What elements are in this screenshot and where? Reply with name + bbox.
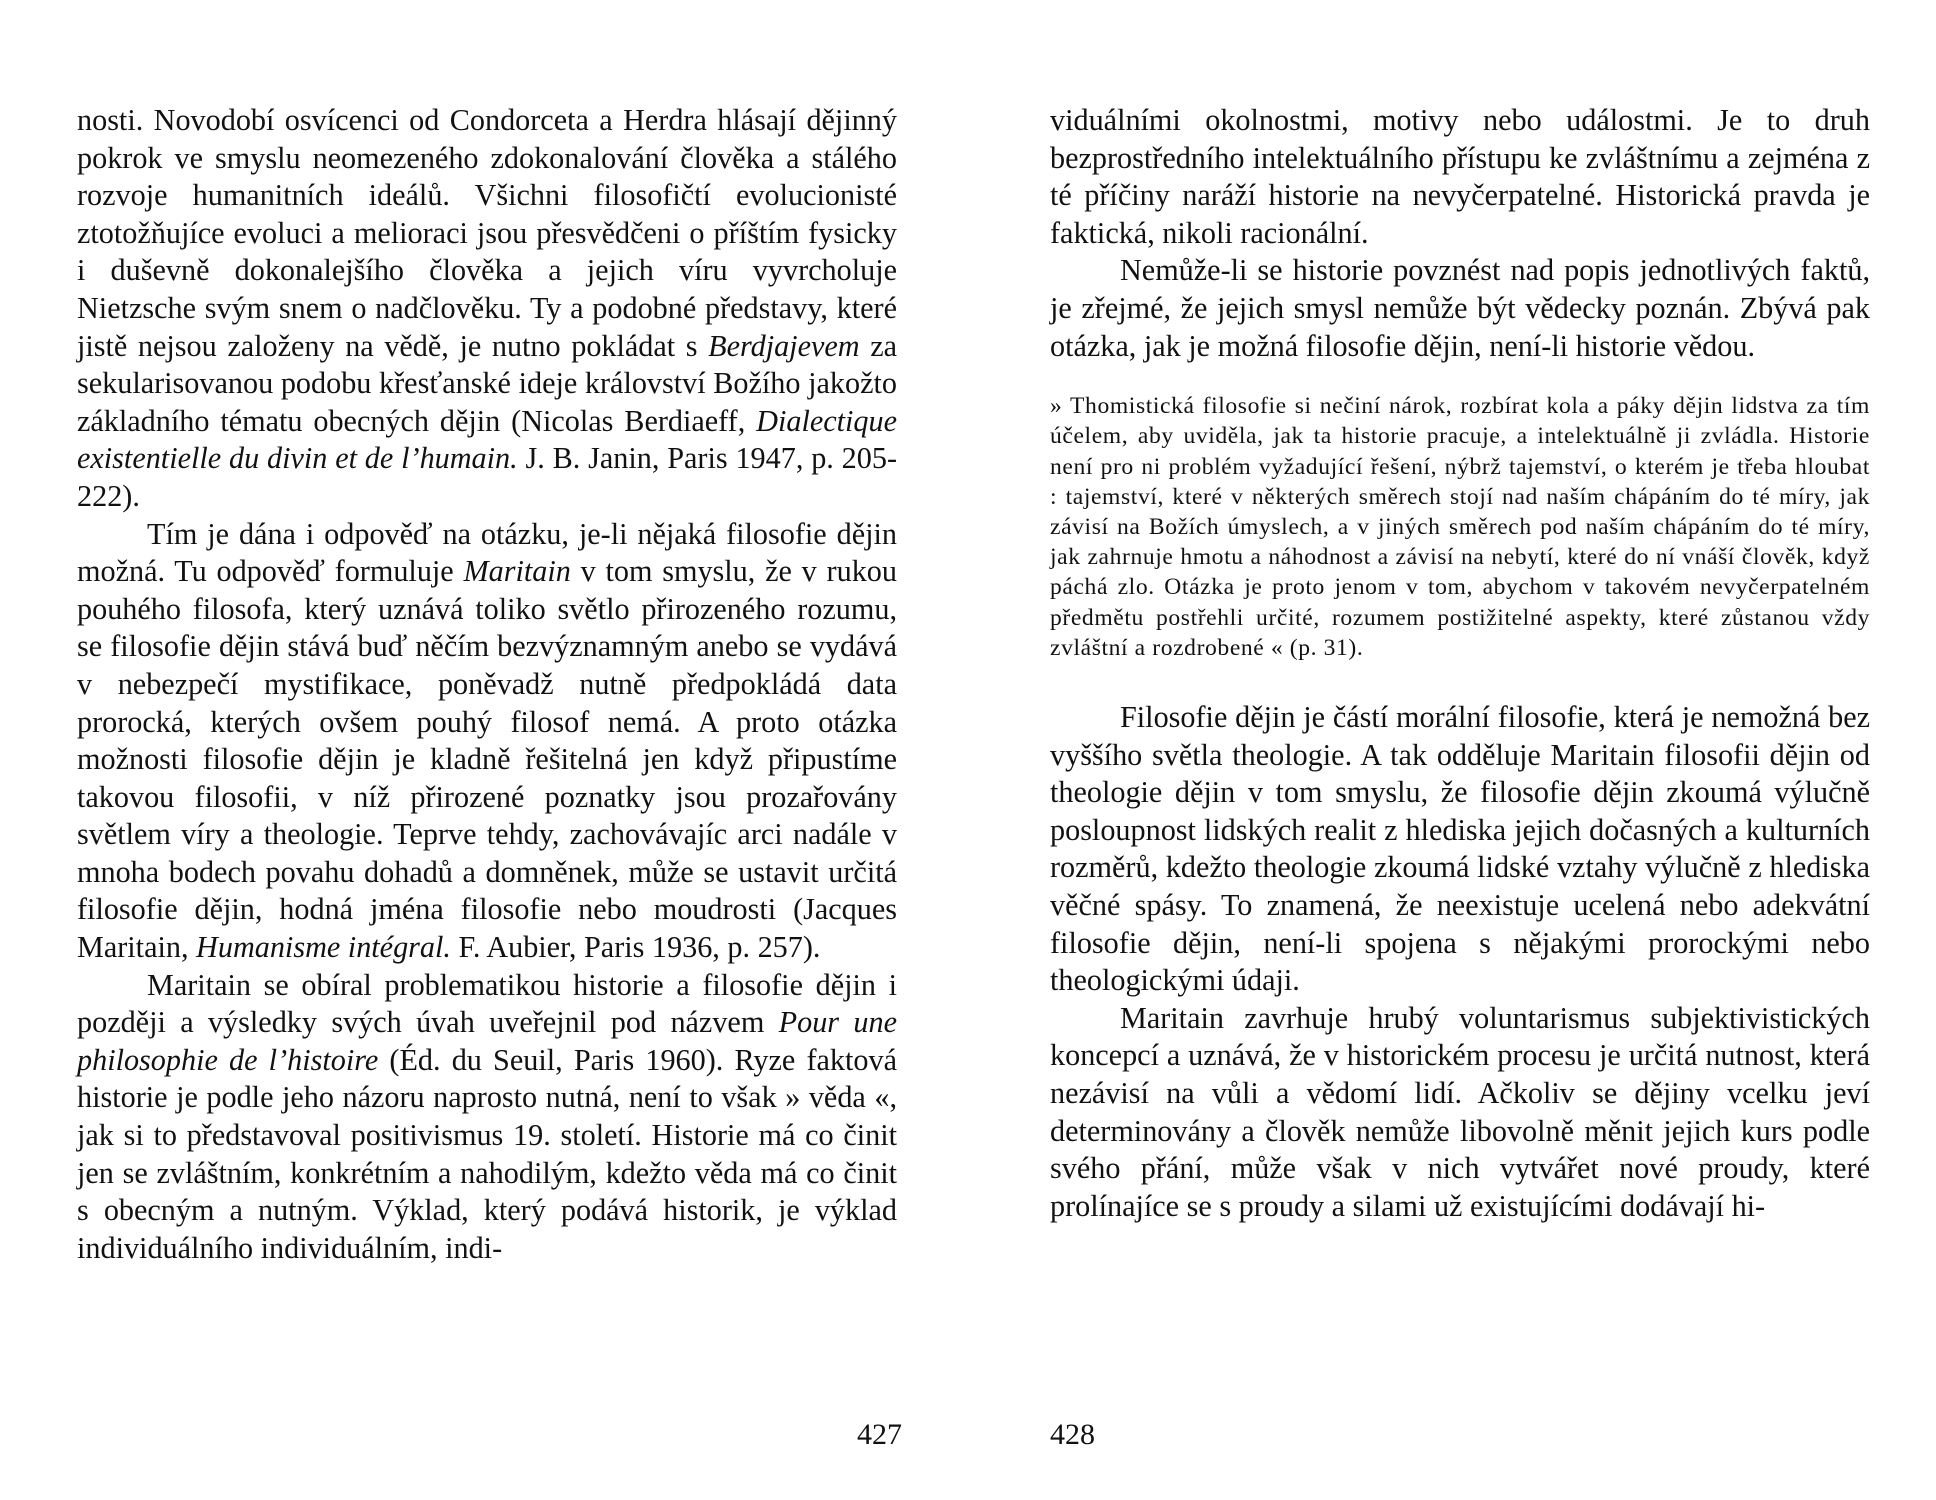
right-paragraph-4: Maritain zavrhuje hrubý voluntarismus subjektivistických koncepcí a uznává, že v historickém procesu je určitá nutnost, která nezávisí na vůli a vědomí lidí. Ačkoliv se dějiny vcelku jeví determinovány a člověk nemůže libovolně měnit jejich kurs podle svého přání, může však v nich vytvářet nové proudy, které prolínajíce se s proudy a silami už existujícími dodávají hi- [1050,1000,1870,1223]
left-paragraph-1: nosti. Novodobí osvícenci od Condorceta a Herdra hlásají dějinný pokrok ve smyslu neomezeného zdokonalování člověka a stálého rozvoje humanitních ideálů. Všichni filosofičtí evolucionisté ztotožňujíce evoluci a melioraci jsou přesvědčeni o příštím fysicky i duševně dokonalejšího člověka a jejich víru vyvrcholuje Nietzsche svým snem o nadčlověku. Ty a podobné představy, které jistě nejsou založeny na vědě, je nutno pokládat s Berdjajevem za sekularisovanou podobu křesťanské ideje království Božího jakožto základního tématu obecných dějin (Nicolas Berdiaeff, Dialectique existentielle du divin et de l’humain. J. B. Janin, Paris 1947, p. 205-222). [77,103,897,513]
left-paragraph-2: Tím je dána i odpověď na otázku, je-li nějaká filosofie dějin možná. Tu odpověď formuluje Maritain v tom smyslu, že v rukou pouhého filosofa, který uznává toliko světlo přirozeného rozumu, se filosofie dějin stává buď něčím bezvýznamným anebo se vydává v nebezpečí mystifikace, poněvadž nutně předpokládá data prorocká, kterých ovšem pouhý filosof nemá. A proto otázka možnosti filosofie dějin je kladně řešitelná jen když připustíme takovou filosofii, v níž přirozené poznatky jsou prozařovány světlem víry a theologie. Teprve tehdy, zachovávajíc arci nadále v mnoha bodech povahu dohadů a domněnek, může se ustavit určitá filosofie dějin, hodná jména filosofie nebo moudrosti (Jacques Maritain, Humanisme intégral. F. Aubier, Paris 1936, p. 257). [77,516,897,965]
block-quote: » Thomistická filosofie si nečiní nárok, rozbírat kola a páky dějin lidstva za tím účelem, aby uviděla, jak ta historie pracuje, a intelektuálně ji zvládla. Historie není pro ni problém vyžadující řešení, nýbrž tajemství, o kterém je třeba hloubat : tajemství, které v některých směrech stojí nad naším chápáním do té míry, jak závisí na Božích úmyslech, a v jiných směrech pod naším chápáním do té míry, jak zahrnuje hmotu a náhodnost a závisí na nebytí, které do ní vnáší člověk, když páchá zlo. Otázka je proto jenom v tom, abychom v takovém nevyčerpatelném předmětu postřehli určité, rozumem postižitelné aspekty, které zůstanou vždy zvláštní a rozdrobené « (p. 31). [1050,393,1870,661]
left-page [77,102,897,1267]
page-number-left: 427 [857,1418,902,1451]
left-paragraph-3: Maritain se obíral problematikou historie a filosofie dějin i později a výsledky svých úvah uveřejnil pod názvem Pour une philosophie de l’histoire (Éd. du Seuil, Paris 1960). Ryze faktová historie je podle jeho názoru naprosto nutná, není to však » věda «, jak si to představoval positivismus 19. století. Historie má co činit jen se zvláštním, konkrétním a nahodilým, kdežto věda má co činit s obecným a nutným. Výklad, který podává historik, je výklad individuálního individuálním, indi- [77,967,897,1265]
right-page [1050,102,1870,1225]
left-page-body [77,102,897,1267]
right-page-body-bottom [1050,699,1870,1225]
right-paragraph-1: viduálními okolnostmi, motivy nebo událostmi. Je to druh bezprostředního intelektuálního přístupu ke zvláštnímu a zejména z té příčiny naráží historie na nevyčerpatelné. Historická pravda je faktická, nikoli racionální. [1050,103,1870,250]
right-page-body-top [1050,102,1870,365]
page-number-right: 428 [1050,1418,1095,1451]
right-paragraph-3: Filosofie dějin je částí morální filosofie, která je nemožná bez vyššího světla theologie. A tak odděluje Maritain filosofii dějin od theologie dějin v tom smyslu, že filosofie dějin zkoumá výlučně posloupnost lidských realit z hlediska jejich dočasných a kulturních rozměrů, kdežto theologie zkoumá lidské vztahy výlučně z hlediska věčné spásy. To znamená, že neexistuje ucelená nebo adekvátní filosofie dějin, není-li spojena s nějakými prorockými nebo theologickými údaji. [1050,699,1870,998]
right-paragraph-2: Nemůže-li se historie povznést nad popis jednotlivých faktů, je zřejmé, že jejich smysl nemůže být vědecky poznán. Zbývá pak otázka, jak je možná filosofie dějin, není-li historie vědou. [1050,253,1870,363]
